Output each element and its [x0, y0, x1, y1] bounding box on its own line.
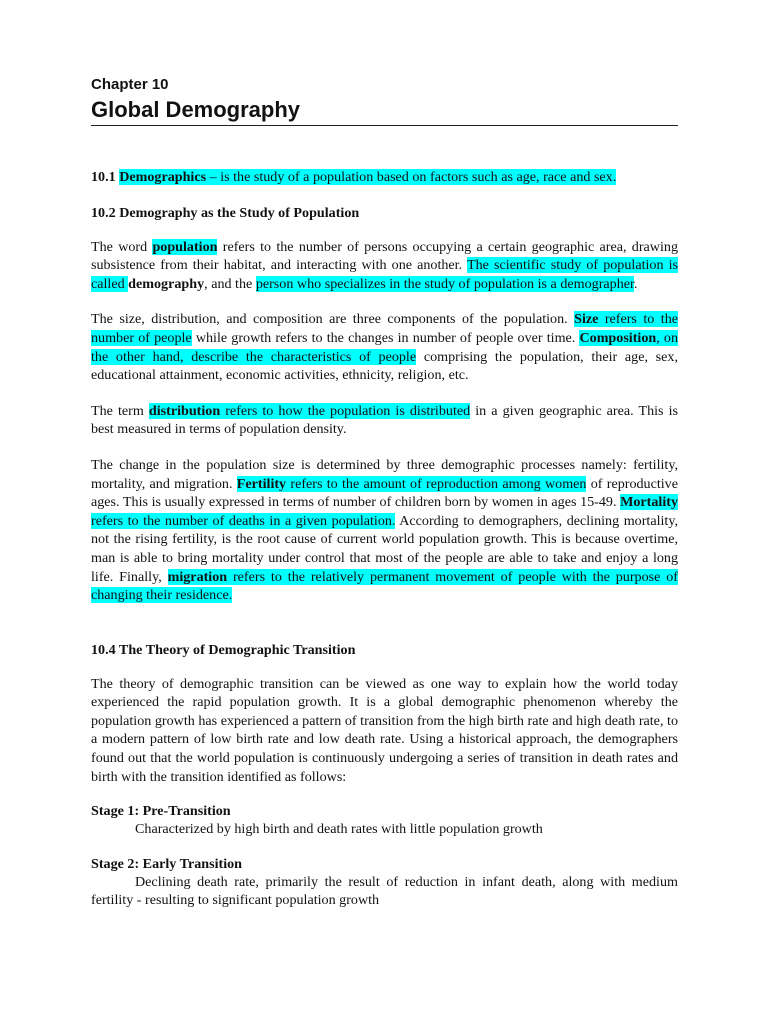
- highlight: person who specializes in the study of population is a demographer: [255, 275, 634, 292]
- text-run: refers to the amount of reproduction among women: [286, 475, 587, 492]
- text-run: refers to the number of people: [91, 311, 679, 346]
- text-run: The change in the population size is determined by three demographic processes namely: fertility, mortality, and migration.: [91, 456, 678, 492]
- text-run: The size, distribution, and composition are three components of the population.: [91, 311, 575, 328]
- text-run: while growth refers to the changes in number of people over time.: [191, 329, 580, 346]
- text-run: , on the other hand, describe the characteristics of people: [91, 329, 678, 365]
- stage-2-title: Stage 2: Early Transition: [91, 855, 242, 872]
- highlight: [149, 403, 470, 419]
- term-mortality: Mortality: [620, 494, 678, 511]
- text-run: refers to how the population is distributed: [220, 402, 471, 419]
- term-demographics: Demographics: [119, 169, 207, 185]
- paragraph-distribution: [91, 402, 678, 439]
- text-run: comprising the population, their age, sex, educational attainment, economic activities, ethnicity, religion, etc.: [91, 348, 678, 384]
- text-run: According to demographers, declining mortality, not the rising fertility, is the root cause of current world population growth. This is because overtime, man is able to bring mortality under control that most of the people are able to take and enjoy a long life. Finally,: [91, 512, 678, 585]
- definition-text: – is the study of a population based on factors such as age, race and sex.: [206, 169, 617, 185]
- stage-1-text: Characterized by high birth and death rates with little population growth: [135, 821, 543, 838]
- chapter-label: Chapter 10: [91, 76, 169, 93]
- term-migration: migration: [167, 568, 228, 585]
- term-fertility: Fertility: [236, 475, 287, 492]
- highlight: The scientific study of population is called: [91, 257, 678, 292]
- paragraph-demographic-processes: [91, 456, 678, 605]
- text-run: The word: [91, 238, 153, 255]
- term-composition: Composition: [579, 329, 657, 346]
- term-distribution: distribution: [148, 402, 221, 419]
- paragraph-components: [91, 310, 678, 384]
- text-run: refers to the number of deaths in a given population.: [91, 512, 396, 529]
- highlight: [237, 476, 587, 492]
- text-run: .: [633, 275, 638, 292]
- term-size: Size: [574, 311, 599, 328]
- paragraph-population: [91, 238, 678, 294]
- highlight: [152, 239, 217, 255]
- stage-1-title: Stage 1: Pre-Transition: [91, 803, 231, 820]
- paragraph-demographic-transition: The theory of demographic transition can be viewed as one way to explain how the world today experienced the rapid population growth. It is a global demographic phenomenon whereby the population growth has experienced a pattern of transition from the high birth rate and high death rate, to a modern pattern of low birth rate and low death rate. Using a historical approach, the demographers found out that the world population is continuously undergoing a series of transition in death rates and birth with the transition identified as follows:: [91, 675, 678, 785]
- text-run: , and the: [204, 275, 256, 292]
- term-population: population: [152, 238, 218, 255]
- stage-2-text: Declining death rate, primarily the result of reduction in infant death, along with medium fertility - resulting to significant population growth: [91, 873, 678, 909]
- term-demography: demography: [128, 275, 205, 292]
- chapter-title: Global Demography: [91, 96, 678, 126]
- highlight: [119, 169, 616, 185]
- section-heading-10-4: 10.4 The Theory of Demographic Transition: [91, 641, 356, 658]
- text-run: of reproductive ages. This is usually expressed in terms of number of children born by women in ages 15-49.: [91, 475, 678, 511]
- text-run: in a given geographic area. This is best measured in terms of population density.: [91, 402, 678, 438]
- text-run: refers to the relatively permanent movement of people with the purpose of changing their residence.: [91, 568, 678, 604]
- section-number: 10.1: [91, 169, 120, 185]
- text-run: The term: [91, 402, 149, 419]
- text-run: refers to the number of persons occupying a certain geographic area, drawing subsistence from their habitat, and interacting with one another.: [91, 238, 678, 274]
- highlight: [91, 569, 678, 604]
- section-heading-10-2: 10.2 Demography as the Study of Population: [91, 204, 360, 221]
- definition-demographics: [91, 168, 678, 187]
